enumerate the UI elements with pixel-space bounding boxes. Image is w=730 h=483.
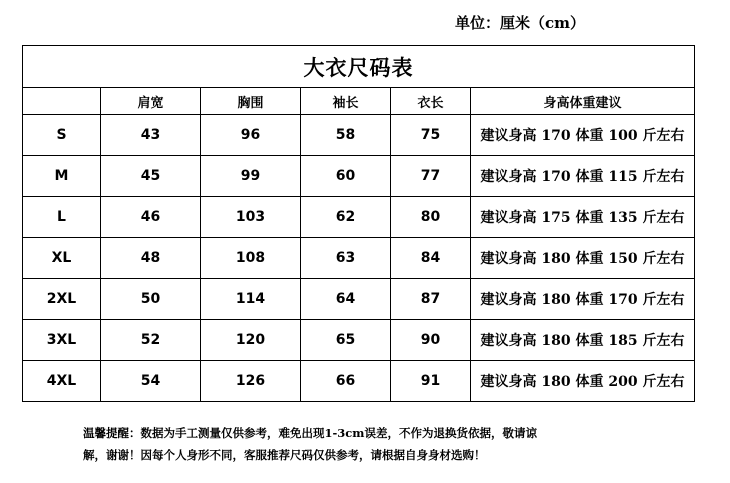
cell-shoulder: 48 <box>101 238 201 279</box>
cell-length: 77 <box>391 156 471 197</box>
reminder-note <box>83 422 683 466</box>
cell-length: 90 <box>391 320 471 361</box>
cell-sleeve: 66 <box>301 361 391 402</box>
cell-shoulder: 52 <box>101 320 201 361</box>
cell-size: M <box>23 156 101 197</box>
cell-advice: 建议身高 180 体重 170 斤左右 <box>471 279 695 320</box>
reminder-line-2: 解，谢谢！因每个人身形不同，客服推荐尺码仅供参考，请根据自身身材选购！ <box>83 448 486 462</box>
header-advice: 身高体重建议 <box>471 88 695 115</box>
cell-advice: 建议身高 170 体重 100 斤左右 <box>471 115 695 156</box>
cell-length: 87 <box>391 279 471 320</box>
cell-size: XL <box>23 238 101 279</box>
table-title: 大衣尺码表 <box>23 46 695 88</box>
cell-advice: 建议身高 180 体重 150 斤左右 <box>471 238 695 279</box>
cell-advice: 建议身高 170 体重 115 斤左右 <box>471 156 695 197</box>
unit-label: 单位：厘米（cm） <box>455 14 586 32</box>
header-length: 衣长 <box>391 88 471 115</box>
table-title-row <box>23 46 695 88</box>
cell-chest: 96 <box>201 115 301 156</box>
table-row <box>23 361 695 402</box>
cell-size: S <box>23 115 101 156</box>
cell-length: 75 <box>391 115 471 156</box>
header-size <box>23 88 101 115</box>
cell-size: L <box>23 197 101 238</box>
cell-size: 3XL <box>23 320 101 361</box>
cell-shoulder: 50 <box>101 279 201 320</box>
cell-size: 2XL <box>23 279 101 320</box>
cell-shoulder: 54 <box>101 361 201 402</box>
table-row <box>23 279 695 320</box>
cell-shoulder: 45 <box>101 156 201 197</box>
header-shoulder: 肩宽 <box>101 88 201 115</box>
cell-chest: 120 <box>201 320 301 361</box>
cell-sleeve: 63 <box>301 238 391 279</box>
cell-size: 4XL <box>23 361 101 402</box>
table-row <box>23 238 695 279</box>
header-chest: 胸围 <box>201 88 301 115</box>
table-row <box>23 197 695 238</box>
table-row <box>23 320 695 361</box>
header-sleeve: 袖长 <box>301 88 391 115</box>
cell-chest: 103 <box>201 197 301 238</box>
cell-chest: 108 <box>201 238 301 279</box>
cell-sleeve: 65 <box>301 320 391 361</box>
cell-sleeve: 64 <box>301 279 391 320</box>
cell-advice: 建议身高 180 体重 200 斤左右 <box>471 361 695 402</box>
cell-length: 91 <box>391 361 471 402</box>
table-row <box>23 115 695 156</box>
cell-length: 80 <box>391 197 471 238</box>
table-header-row <box>23 88 695 115</box>
cell-sleeve: 62 <box>301 197 391 238</box>
cell-chest: 126 <box>201 361 301 402</box>
cell-length: 84 <box>391 238 471 279</box>
reminder-line-1: 温馨提醒：数据为手工测量仅供参考，难免出现1-3cm误差，不作为退换货依据，敬请谅 <box>83 426 537 440</box>
cell-chest: 114 <box>201 279 301 320</box>
cell-sleeve: 60 <box>301 156 391 197</box>
table-row <box>23 156 695 197</box>
size-chart-table <box>22 45 695 402</box>
cell-advice: 建议身高 180 体重 185 斤左右 <box>471 320 695 361</box>
cell-advice: 建议身高 175 体重 135 斤左右 <box>471 197 695 238</box>
cell-shoulder: 46 <box>101 197 201 238</box>
cell-chest: 99 <box>201 156 301 197</box>
cell-sleeve: 58 <box>301 115 391 156</box>
cell-shoulder: 43 <box>101 115 201 156</box>
